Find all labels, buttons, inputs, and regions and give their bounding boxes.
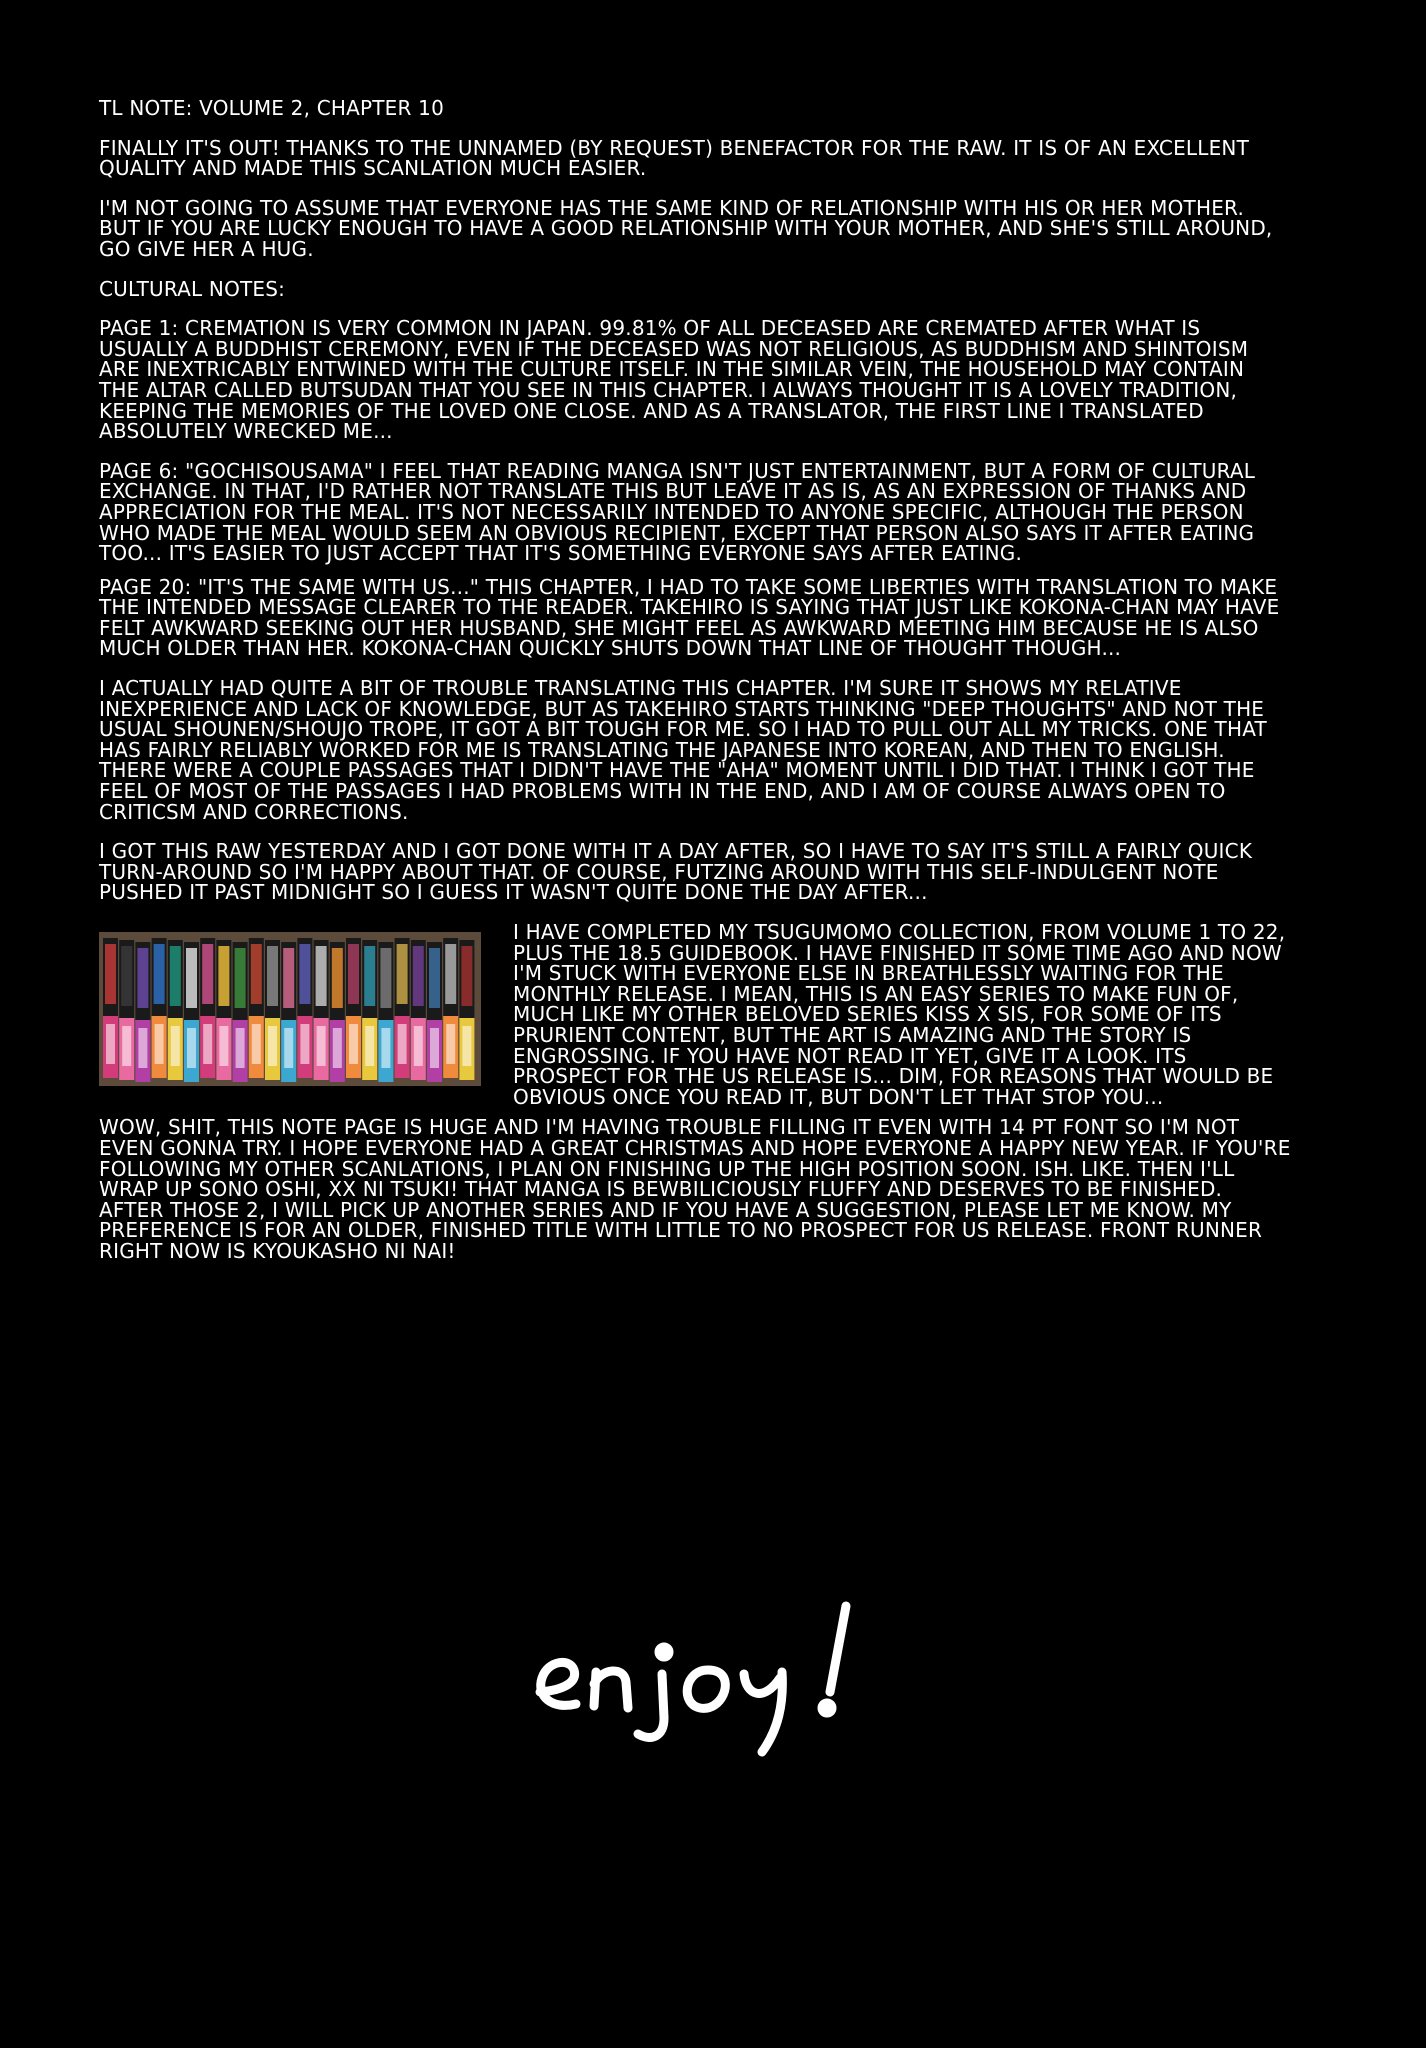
manga-spine [184, 942, 199, 1082]
enjoy-letter-e [540, 1662, 576, 1705]
enjoy-exclamation-dot [822, 1703, 832, 1713]
manga-spine [314, 940, 329, 1080]
manga-spine-label [446, 1024, 455, 1064]
manga-spine [119, 940, 134, 1080]
manga-spine-label [349, 1024, 358, 1064]
manga-spine [233, 942, 248, 1082]
manga-spine-art [445, 944, 456, 1004]
manga-spine-art [186, 948, 197, 1008]
manga-spine-art [332, 948, 343, 1008]
manga-spines-image [99, 932, 481, 1086]
manga-spine [265, 940, 280, 1080]
note-paragraph-page-20: PAGE 20: "IT'S THE SAME WITH US..." THIS CHAPTER, I HAD TO TAKE SOME LIBERTIES WITH TRANSLATION TO MAKE THE INTENDED MESSAGE CLEARER TO THE READER. TAKEHIRO IS SAYING THAT JUST LIKE KOKONA-CHAN MAY HAVE FELT AWKWARD SEEKING OUT HER HUSBAND, SHE MIGHT FEEL AS AWKWARD MEETING HIM BECAUSE HE IS ALSO MUCH OLDER THAN HER. KOKONA-CHAN QUICKLY SHUTS DOWN THAT LINE OF THOUGHT THOUGH... [99, 574, 1280, 661]
manga-spine-label [317, 1026, 326, 1066]
manga-collection-photo [99, 932, 481, 1086]
manga-spine-label [381, 1028, 390, 1068]
manga-spine-label [138, 1028, 147, 1068]
enjoy-exclamation-stroke [830, 1606, 846, 1692]
manga-spine-art [202, 944, 213, 1004]
manga-spine-label [300, 1024, 309, 1064]
manga-spine-label [203, 1024, 212, 1064]
note-paragraph-mother: I'M NOT GOING TO ASSUME THAT EVERYONE HAS THE SAME KIND OF RELATIONSHIP WITH HIS OR HER MOTHER. BUT IF YOU ARE LUCKY ENOUGH TO HAVE A GOOD RELATIONSHIP WITH YOUR MOTHER, AND SHE'S STILL AROUND, GO GIVE HER A HUG. [99, 195, 1273, 261]
translator-note [99, 98, 1291, 1281]
manga-spine-label [333, 1028, 342, 1068]
manga-spine-art [137, 948, 148, 1008]
manga-spine [249, 938, 264, 1078]
manga-spine [216, 940, 231, 1080]
manga-spine-label [462, 1026, 471, 1066]
manga-spine-art [299, 944, 310, 1004]
manga-spine-art [413, 946, 424, 1006]
note-paragraph-thanks: FINALLY IT'S OUT! THANKS TO THE UNNAMED (BY REQUEST) BENEFACTOR FOR THE RAW. IT IS OF AN EXCELLENT QUALITY AND MADE THIS SCANLATION MUCH EASIER. [99, 135, 1250, 181]
manga-spine-label [106, 1024, 115, 1064]
manga-spine-label [414, 1026, 423, 1066]
manga-spine [135, 942, 150, 1082]
enjoy-handwritten-logo [530, 1600, 860, 1760]
manga-spine-art [154, 944, 165, 1004]
collection-section [99, 922, 1291, 1107]
note-paragraph-translation-trouble: I ACTUALLY HAD QUITE A BIT OF TROUBLE TRANSLATING THIS CHAPTER. I'M SURE IT SHOWS MY RELATIVE INEXPERIENCE AND LACK OF KNOWLEDGE, BUT AS TAKEHIRO STARTS THINKING "DEEP THOUGHTS" AND NOT THE USUAL SHOUNEN/SHOUJO TROPE, IT GOT A BIT TOUGH FOR ME. SO I HAD TO PULL OUT ALL MY TRICKS. ONE THAT HAS FAIRLY RELIABLY WORKED FOR ME IS TRANSLATING THE JAPANESE INTO KOREAN, AND THEN TO ENGLISH. THERE WERE A COUPLE PASSAGES THAT I DIDN'T HAVE THE "AHA" MOMENT UNTIL I DID THAT. I THINK I GOT THE FEEL OF MOST OF THE PASSAGES I HAD PROBLEMS WITH IN THE END, AND I AM OF COURSE ALWAYS OPEN TO CRITICSM AND CORRECTIONS. [99, 676, 1267, 824]
note-paragraph-turnaround: I GOT THIS RAW YESTERDAY AND I GOT DONE WITH IT A DAY AFTER, SO I HAVE TO SAY IT'S STILL A FAIRLY QUICK TURN-AROUND SO I'M HAPPY ABOUT THAT. OF COURSE, FUTZING AROUND WITH THIS SELF-INDULGENT NOTE PUSHED IT PAST MIDNIGHT SO I GUESS IT WASN'T QUITE DONE THE DAY AFTER... [99, 839, 1253, 905]
manga-spine [200, 938, 215, 1078]
manga-spine [297, 938, 312, 1078]
manga-spine-art [397, 944, 408, 1004]
manga-spine [395, 938, 410, 1078]
manga-spine [103, 938, 118, 1078]
manga-spine-art [105, 944, 116, 1004]
manga-spine [152, 938, 167, 1078]
manga-spine [346, 938, 361, 1078]
manga-spine-art [380, 948, 391, 1008]
note-heading: TL NOTE: VOLUME 2, CHAPTER 10 [99, 96, 445, 120]
manga-spine-art [170, 946, 181, 1006]
manga-spine [411, 940, 426, 1080]
enjoy-letter-j-dot [659, 1647, 669, 1657]
manga-spine-label [252, 1024, 261, 1064]
manga-spine-label [430, 1028, 439, 1068]
manga-spine [281, 942, 296, 1082]
manga-spine-art [251, 944, 262, 1004]
manga-spine-label [365, 1026, 374, 1066]
manga-spine-label [219, 1026, 228, 1066]
manga-spine-art [364, 946, 375, 1006]
manga-spine [378, 942, 393, 1082]
enjoy-letter-y [744, 1672, 782, 1752]
note-paragraph-page-6: PAGE 6: "GOCHISOUSAMA" I FEEL THAT READING MANGA ISN'T JUST ENTERTAINMENT, BUT A FORM OF CULTURAL EXCHANGE. IN THAT, I'D RATHER NOT TRANSLATE THIS BUT LEAVE IT AS IS, AS AN EXPRESSION OF THANKS AND APPRECIATION FOR THE MEAL. IT'S NOT NECESSARILY INTENDED TO ANYONE SPECIFIC, ALTHOUGH THE PERSON WHO MADE THE MEAL WOULD SEEM AN OBVIOUS RECIPIENT, EXCEPT THAT PERSON ALSO SAYS IT AFTER EATING TOO... IT'S EASIER TO JUST ACCEPT THAT IT'S SOMETHING EVERYONE SAYS AFTER EATING. [99, 458, 1256, 566]
manga-spine [168, 940, 183, 1080]
manga-spine [427, 942, 442, 1082]
manga-spine-label [236, 1028, 245, 1068]
manga-spine-art [121, 946, 132, 1006]
manga-spine-label [122, 1026, 131, 1066]
manga-spine [459, 940, 474, 1080]
note-paragraph-cultural-heading: CULTURAL NOTES: [99, 276, 286, 301]
manga-spine-art [429, 948, 440, 1008]
manga-spine-label [284, 1028, 293, 1068]
note-paragraph-collection: I HAVE COMPLETED MY TSUGUMOMO COLLECTION, FROM VOLUME 1 TO 22, PLUS THE 18.5 GUIDEBOOK. I HAVE FINISHED IT SOME TIME AGO AND NOW I'M STUCK WITH EVERYONE ELSE IN BREATHLESSLY WAITING FOR THE MONTHLY RELEASE. I MEAN, THIS IS AN EASY SERIES TO MAKE FUN OF, MUCH LIKE MY OTHER BELOVED SERIES KISS X SIS, FOR SOME OF ITS PRURIENT CONTENT, BUT THE ART IS AMAZING AND THE STORY IS ENGROSSING. IF YOU HAVE NOT READ IT YET, GIVE IT A LOOK. ITS PROSPECT FOR THE US RELEASE IS... DIM, FOR REASONS THAT WOULD BE OBVIOUS ONCE YOU READ IT, BUT DON'T LET THAT STOP YOU... [513, 920, 1286, 1109]
manga-spine-art [218, 946, 229, 1006]
manga-spine-art [235, 948, 246, 1008]
manga-spine-art [267, 946, 278, 1006]
enjoy-letter-j [638, 1674, 664, 1737]
manga-spine-art [316, 946, 327, 1006]
manga-spine-label [268, 1026, 277, 1066]
manga-spine [330, 942, 345, 1082]
manga-spine-art [283, 948, 294, 1008]
manga-spine-label [155, 1024, 164, 1064]
note-paragraph-closing: WOW, SHIT, THIS NOTE PAGE IS HUGE AND I'M HAVING TROUBLE FILLING IT EVEN WITH 14 PT FONT SO I'M NOT EVEN GONNA TRY. I HOPE EVERYONE HAD A GREAT CHRISTMAS AND HOPE EVERYONE A HAPPY NEW YEAR. IF YOU'RE FOLLOWING MY OTHER SCANLATIONS, I PLAN ON FINISHING UP THE HIGH POSITION SOON. ISH. LIKE. THEN I'LL WRAP UP SONO OSHI, XX NI TSUKI! THAT MANGA IS BEWBILICIOUSLY FLUFFY AND DESERVES TO BE FINISHED. AFTER THOSE 2, I WILL PICK UP ANOTHER SERIES AND IF YOU HAVE A SUGGESTION, PLEASE LET ME KNOW. MY PREFERENCE IS FOR AN OLDER, FINISHED TITLE WITH LITTLE TO NO PROSPECT FOR US RELEASE. FRONT RUNNER RIGHT NOW IS KYOUKASHO NI NAI! [99, 1115, 1291, 1263]
manga-spine-label [171, 1026, 180, 1066]
manga-spine-art [348, 944, 359, 1004]
manga-spine-art [461, 946, 472, 1006]
manga-spine-label [187, 1028, 196, 1068]
manga-spine [362, 940, 377, 1080]
note-paragraph-page-1: PAGE 1: CREMATION IS VERY COMMON IN JAPAN. 99.81% OF ALL DECEASED ARE CREMATED AFTER WHAT IS USUALLY A BUDDHIST CEREMONY, EVEN IF THE DECEASED WAS NOT RELIGIOUS, AS BUDDHISM AND SHINTOISM ARE INEXTRICABLY ENTWINED WITH THE CULTURE ITSELF. IN THE SIMILAR VEIN, THE HOUSEHOLD MAY CONTAIN THE ALTAR CALLED BUTSUDAN THAT YOU SEE IN THIS CHAPTER. I ALWAYS THOUGHT IT IS A LOVELY TRADITION, KEEPING THE MEMORIES OF THE LOVED ONE CLOSE. AND AS A TRANSLATOR, THE FIRST LINE I TRANSLATED ABSOLUTELY WRECKED ME... [99, 316, 1249, 444]
enjoy-letter-n [594, 1671, 628, 1708]
manga-spine-label [398, 1024, 407, 1064]
enjoy-letter-o [687, 1670, 725, 1708]
manga-spine [443, 938, 458, 1078]
